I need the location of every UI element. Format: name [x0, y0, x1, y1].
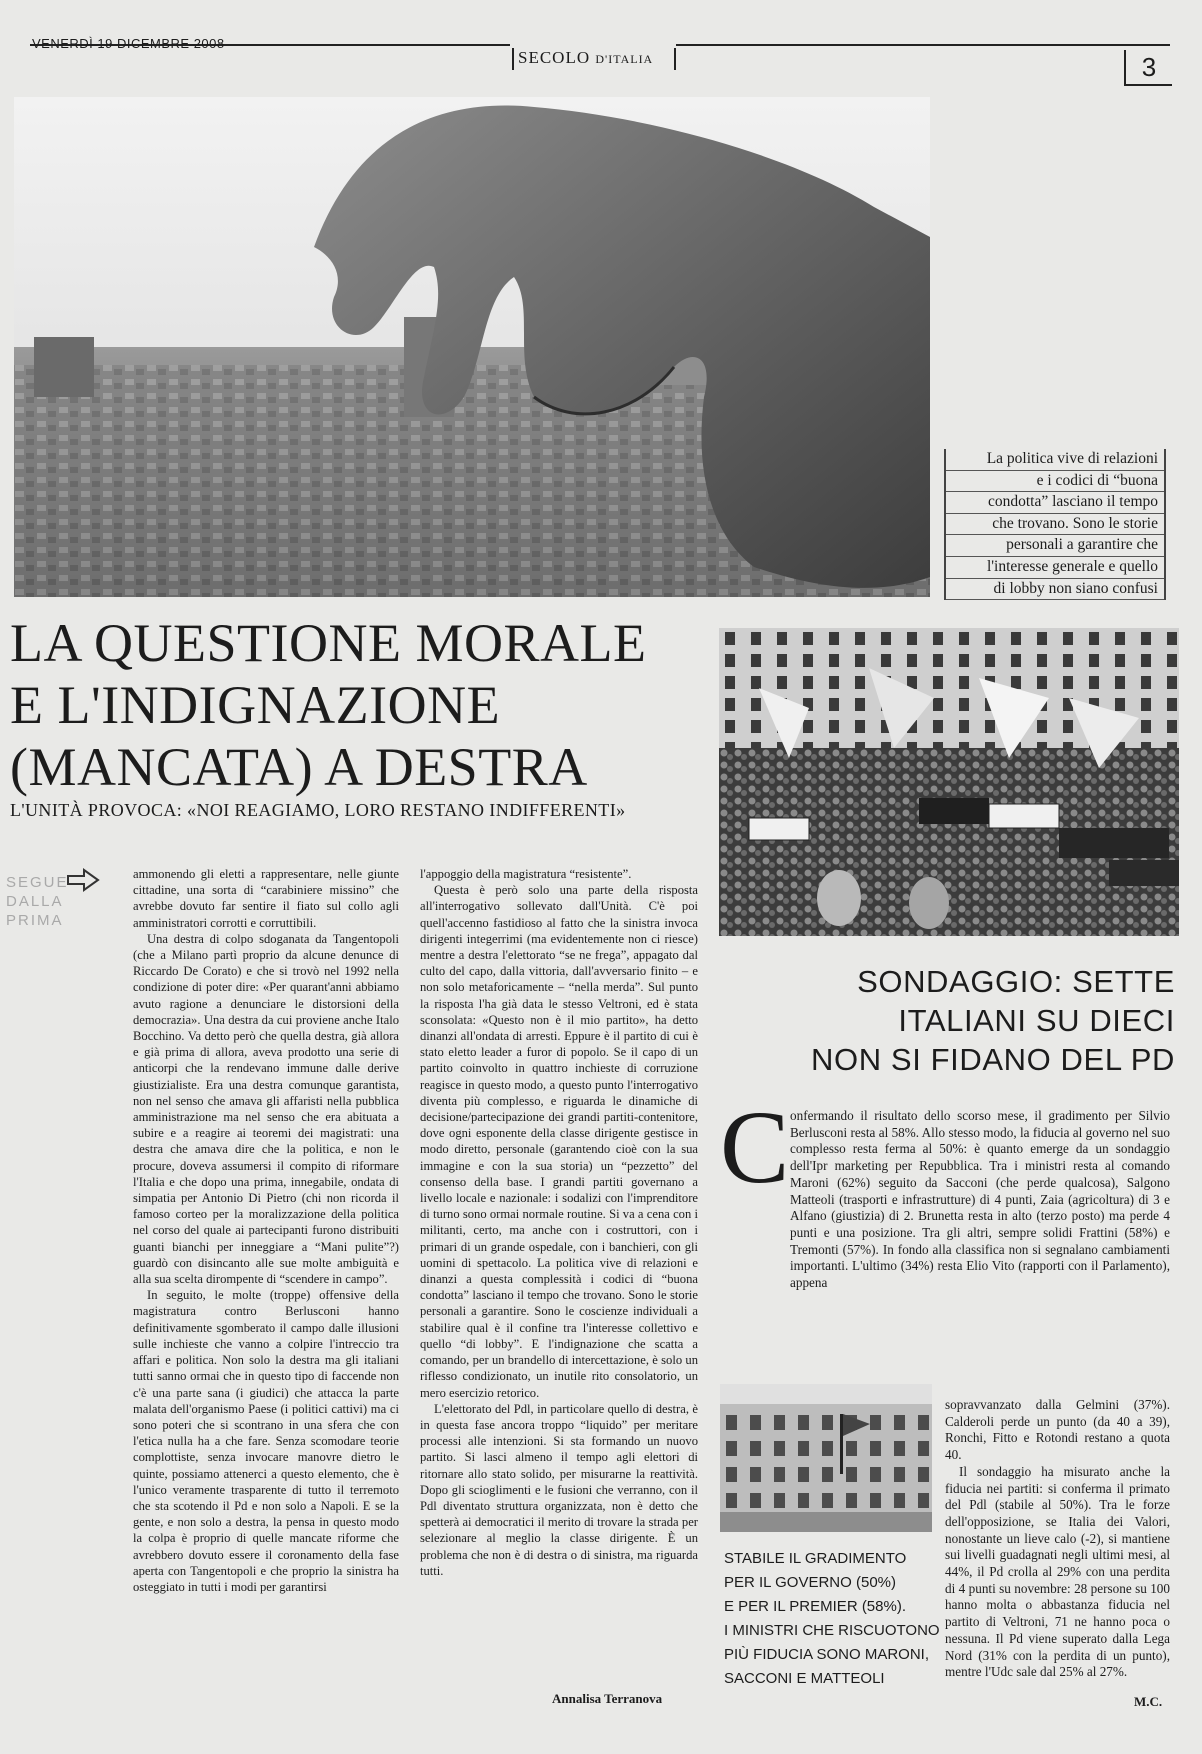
article-paragraph: ammonendo gli eletti a rappresentare, nelle giunte cittadine, una sorta di “carabiniere missino” che avrebbe dovuto far sentire il fiato sul collo agli amministratori corrotti e corruttibili.	[133, 867, 399, 930]
newspaper-title-main: SECOLO	[518, 48, 591, 67]
headline-line: LA QUESTIONE MORALE	[10, 613, 647, 673]
issue-date: VENERDÌ 19 DICEMBRE 2008	[32, 36, 225, 51]
poll-continuation-text	[945, 1397, 1170, 1681]
pull-quote-line: che trovano. Sono le storie	[946, 514, 1164, 536]
photo-caption-line: I MINISTRI CHE RISCUOTONO	[724, 1622, 940, 1639]
pull-quote-line: personali a garantire che	[946, 535, 1164, 557]
poll-paragraph: sopravvanzato dalla Gelmini (37%). Calderoli perde un punto (da 40 a 39), Ronchi, Fitto e Rotondi restano a quota 40.	[945, 1397, 1170, 1463]
article-paragraph: L'elettorato del Pdl, in particolare quello di destra, è in questa fase ancora troppo “liquido” per meritare processi alle intenzioni. Si sta formando un nuovo partito. Si lasci almeno il tempo agli elettori di ritornare allo stato solido, per misurarne la reattività. Dopo gli scioglimenti e le fusioni che verranno, con il Pdl diventato struttura organizzata, non è detto che spetterà ai democratici il merito di trovare la strada per selezionare al meglio la classe dirigente. È un problema che non è di destra o di sinistra, ma riguarda tutti.	[420, 1401, 698, 1578]
pull-quote-line: di lobby non siano confusi	[946, 579, 1164, 601]
article-column-1	[133, 866, 399, 1595]
headline-line: E L'INDIGNAZIONE	[10, 675, 501, 735]
pull-quote-line: l'interesse generale e quello	[946, 557, 1164, 579]
poll-headline-line: ITALIANI SU DIECI	[898, 1003, 1175, 1038]
article-column-2	[420, 866, 698, 1579]
poll-paragraph: Il sondaggio ha misurato anche la fiducia nei partiti: si conferma il primato del Pdl (stabile al 50%). Tra le forze dell'opposizione, se Italia dei Valori, nonostante un lieve calo (-2), si mantiene sui livelli guadagnati negli ultimi mesi, al 44%, il Pd crolla al 29% con una perdita di 4 punti su novembre: 28 persone su 100 hanno molta o abbastanza fiducia nel partito di Veltroni, 71 ne hanno poca o nessuna. Il Pd viene superato dalla Lega Nord (31% con la perdita di un punto), mentre l'Udc sale dal 25% al 27%.	[945, 1463, 1170, 1680]
photo-caption-line: E PER IL PREMIER (58%).	[724, 1598, 906, 1615]
masthead-divider-right	[674, 48, 676, 70]
cityscape-hand-photo	[14, 97, 930, 597]
poll-lead-text	[790, 1108, 1170, 1292]
pull-quote-line: La politica vive di relazioni	[946, 449, 1164, 471]
headline-line: (MANCATA) A DESTRA	[10, 737, 588, 797]
newspaper-title	[518, 48, 653, 68]
article-paragraph: l'appoggio della magistratura “resistente”.	[420, 867, 632, 881]
pull-quote-line: condotta” lasciano il tempo	[946, 492, 1164, 514]
article-byline: Annalisa Terranova	[552, 1691, 663, 1706]
poll-headline	[720, 962, 1175, 1079]
masthead-divider-left	[512, 48, 514, 70]
rally-crowd-photo	[719, 628, 1179, 936]
segue-line: SEGUE	[6, 874, 69, 891]
segue-line: DALLA	[6, 893, 64, 910]
poll-headline-line: SONDAGGIO: SETTE	[857, 964, 1175, 999]
segue-line: PRIMA	[6, 912, 64, 929]
photo-caption-line: STABILE IL GRADIMENTO	[724, 1550, 907, 1567]
page-number: 3	[1124, 50, 1172, 86]
government-building-photo	[720, 1384, 932, 1532]
poll-headline-line: NON SI FIDANO DEL PD	[811, 1042, 1175, 1077]
drop-cap: C	[720, 1090, 790, 1205]
photo-pull-quote	[944, 449, 1166, 600]
photo-caption-line: PER IL GOVERNO (50%)	[724, 1574, 896, 1591]
photo-caption-line: PIÙ FIDUCIA SONO MARONI,	[724, 1646, 930, 1663]
pull-quote-line: e i codici di “buona	[946, 471, 1164, 493]
newspaper-title-small: D'ITALIA	[595, 52, 654, 66]
masthead-rule-right	[676, 44, 1170, 46]
photo-caption-line: SACCONI E MATTEOLI	[724, 1670, 885, 1687]
article-headline	[10, 612, 710, 798]
article-kicker: L'UNITÀ PROVOCA: «NOI REAGIAMO, LORO RESTANO INDIFFERENTI»	[10, 800, 626, 820]
poll-photo-caption	[724, 1547, 940, 1691]
article-paragraph: In seguito, le molte (troppe) offensive della magistratura contro Berlusconi hanno definitivamente sgomberato il campo dalle illusioni sulle inchieste che vanno a colpire l'intreccio tra affari e politica. Non solo la destra ma gli italiani tutti sanno ormai che in questo tipo di faccende non c'è una parte sana (i giudici) che attacca la parte malata dell'organismo Paese (i politici cattivi) ma ci sono poteri che si scontrano in una sfera che con l'etica nulla ha a che fare. Senza scomodare teorie complottiste, senza invocare manovre dietro le quinte, possiamo attenerci a questo elemento, che è l'unico veramente trasparente di tutto il terremoto che sta scotendo il Pd e non solo a Napoli. E se la gente, e non solo a destra, la pensa in questo modo la colpa è proprio di quelle mancate riforme che avrebbero dovuto essere il coronamento della fase aperta con Tangentopoli e che proprio la sinistra ha osteggiato in tutti i modi per garantirsi	[133, 1288, 399, 1594]
arrow-right-icon	[66, 868, 100, 892]
article-paragraph: Questa è però solo una parte della risposta all'interrogativo sollevato dall'Unità. C'è poi quell'accenno fastidioso al fatto che la sinistra invoca dirigenti integerrimi (ma evidentemente non ci riesce) mentre a destra l'elettorato “se ne frega”, appagato dal culto del capo, dalla vittoria, dall'avversario finito – e non solo metaforicamente – “nella merda”. Sul punto la risposta l'ha già data le stesso Veltroni, ed è stata sconsolata: «Questo non è il mio partito», ha detto dinanzi all'ondata di arresti. Eppure è il partito di cui è stato eletto leader a furor di popolo. Se il capo di un partito coinvolto in quattro inchieste di corruzione reagisce in questo modo, a questo punto l'interrogativo diventa più complesso, e riguarda le dinamiche di decisione/partecipazione dei grandi partiti-contenitore, dove ogni esponente della classe dirigente gestisce in modo diretto, personale (garantendo cioè con la sua immagine e con la sua storia) un “pezzetto” del consenso della base. I grandi partiti governano a livello locale e nazionale: i sodalizi con l'imprenditore di turno sono ormai normale routine. Si va a cena con i militanti, certo, ma anche con i costruttori, con i primari di un grande ospedale, con i banchieri, con gli uomini di spettacolo. La politica vive di relazioni e dinanzi a questa complessità i codici di “buona condotta” lasciano il tempo che trovano. Sono le storie personali a garantire. Sono le coscienze individuali a stabilire qual è il confine tra l'interesse collettivo e quello “di lobby”. E l'indignazione che scatta a comando, per un brandello di intercettazione, è solo un riflesso condizionato, un inutile rito consolatorio, un mero esercizio retorico.	[420, 883, 698, 1400]
article-paragraph: Una destra di colpo sdoganata da Tangentopoli (che a Milano partì proprio da alcune denunce di Riccardo De Corato) e che si trovò nel 1992 nella condizione di poter dire: «Per quarant'anni abbiamo avuto ragione a denunciare le distorsioni della democrazia». Una destra da cui proviene anche Italo Bocchino. Va detto però che quella destra, già allora e già prima di allora, aveva prodotto una serie di anticorpi che la rendevano immune dalle derive giustizialiste. Era una destra comunque garantista, non nel senso che amava gli affaristi nella pubblica amministrazione ma nel senso che era abituata a subire e a reagire ai teoremi dei magistrati: una destra che amava dire che la politica, e non le procure, doveva assumersi il compito di riformare l'Italia e che dopo una prima, innegabile, ondata di simpatia per Antonio Di Pietro (chi non ricorda il famoso corteo per la moralizzazione della politica nel corso del quale ai partecipanti furono distribuiti guanti bianchi per inneggiare a “Mani pulite”?) guardò con disincanto alle sue molte ambiguità e alla sua scelta dirompente di “scendere in campo”.	[133, 931, 399, 1287]
poll-signature: M.C.	[1134, 1694, 1163, 1709]
poll-lead-paragraph: onfermando il risultato dello scorso mese, il gradimento per Silvio Berlusconi resta al 58%. Allo stesso modo, la fiducia al governo nel suo complesso resta ferma al 50%: è quanto emerge da un sondaggio dell'Ipr marketing per Repubblica. Tra i ministri resta al comando Maroni (62%) seguito da Sacconi (che perde qualcosa), Salgono Matteoli (trasporti e infrastrutture) di 4 punti, Zaia (agricoltura) di 3 e Alfano (giustizia) di 2. Brunetta resta in alto (terzo posto) ma perde 4 punti e una posizione. Tra gli altri, sempre solidi Frattini (58%) e Tremonti (57%). In fondo alla classifica non si segnalano cambiamenti importanti. L'ultimo (34%) resta Elio Vito (rapporti con il Parlamento), appena	[790, 1108, 1170, 1291]
